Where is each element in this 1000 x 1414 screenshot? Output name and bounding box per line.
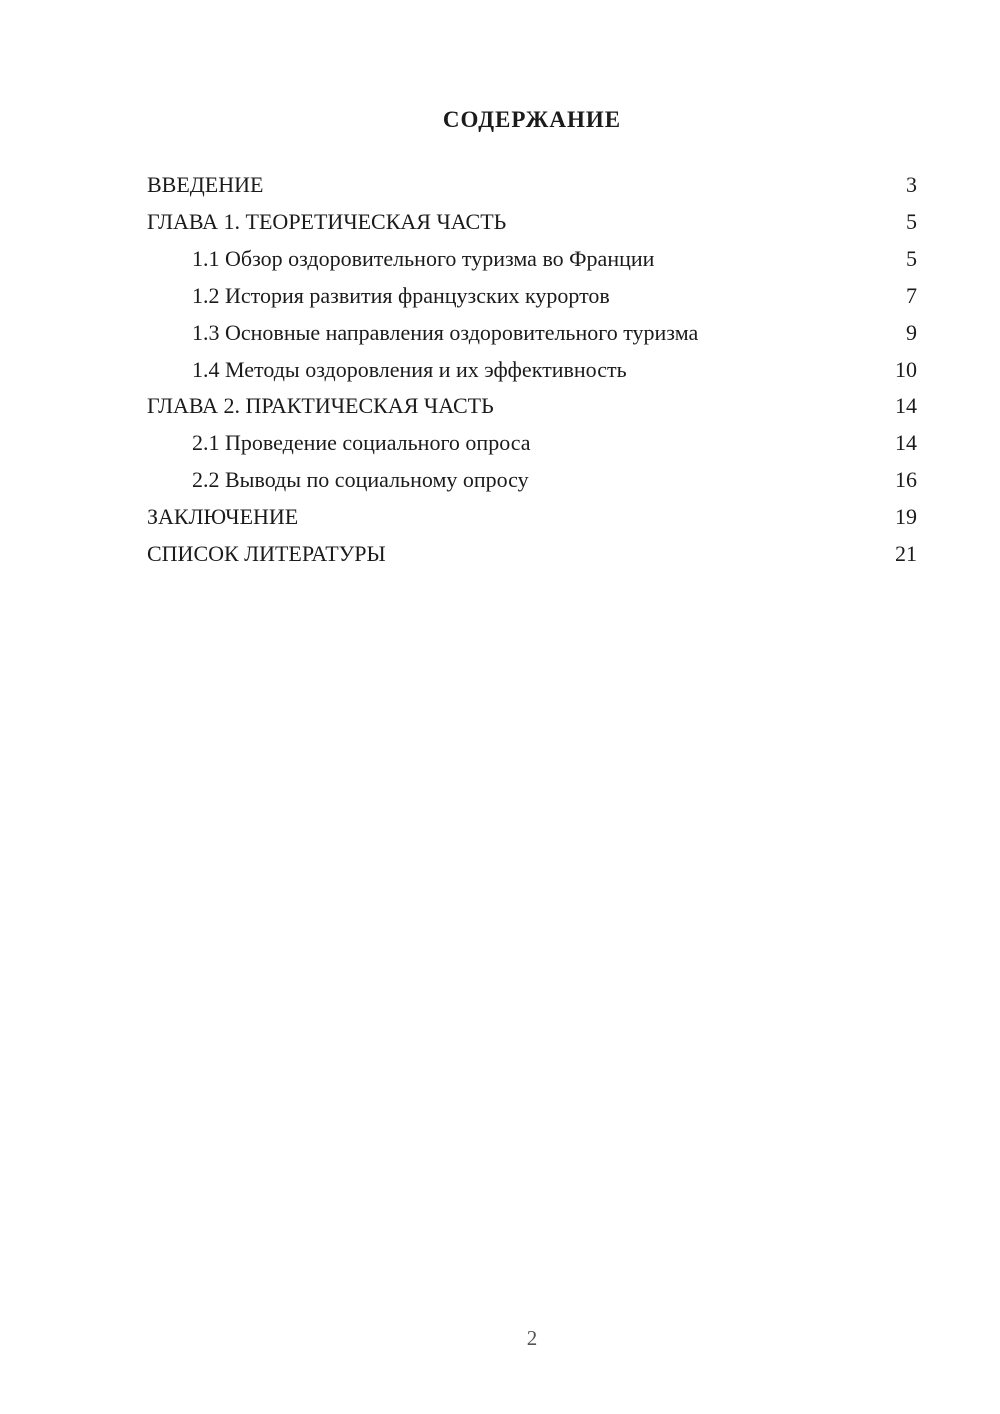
- toc-entry-label: ГЛАВА 2. ПРАКТИЧЕСКАЯ ЧАСТЬ: [147, 393, 494, 419]
- toc-entry-page-number: 21: [895, 541, 917, 567]
- toc-entry-page-number: 5: [906, 245, 917, 271]
- toc-entry-page-number: 16: [895, 467, 917, 493]
- footer-page-number: 2: [526, 1326, 538, 1350]
- toc-entry: [147, 462, 917, 499]
- toc-entry: [147, 241, 917, 278]
- toc-entry-page-number: 14: [895, 393, 917, 419]
- toc-entry-label: ГЛАВА 1. ТЕОРЕТИЧЕСКАЯ ЧАСТЬ: [147, 208, 507, 234]
- toc-entry-label: 1.2 История развития французских курортов: [192, 282, 610, 308]
- toc-entry: [147, 388, 917, 425]
- toc-entry-label: 2.1 Проведение социального опроса: [192, 430, 531, 456]
- toc-entry: [147, 499, 917, 536]
- toc-entry-label: СПИСОК ЛИТЕРАТУРЫ: [147, 541, 386, 567]
- page-title: СОДЕРЖАНИЕ: [442, 107, 622, 133]
- toc-entry-page-number: 10: [895, 356, 917, 382]
- toc-entry: [147, 536, 917, 573]
- toc-entry: [147, 204, 917, 241]
- toc-entry-page-number: 3: [906, 172, 917, 197]
- toc-entry-page-number: 14: [895, 430, 917, 456]
- toc-entry-label: 1.3 Основные направления оздоровительного туризма: [192, 319, 699, 345]
- toc-entry-label: ВВЕДЕНИЕ: [147, 172, 264, 197]
- toc-entry-label: 1.1 Обзор оздоровительного туризма во Франции: [192, 245, 655, 271]
- toc-entry: [147, 167, 917, 204]
- toc-entry-label: 1.4 Методы оздоровления и их эффективность: [192, 356, 627, 382]
- toc-entry-page-number: 5: [906, 208, 917, 234]
- toc-entry: [147, 352, 917, 389]
- toc-entry: [147, 315, 917, 352]
- toc-entry: [147, 425, 917, 462]
- toc-entry-label: ЗАКЛЮЧЕНИЕ: [147, 504, 299, 530]
- table-of-contents: [147, 167, 917, 573]
- toc-entry-page-number: 19: [895, 504, 917, 530]
- toc-entry-page-number: 9: [906, 319, 917, 345]
- toc-entry: [147, 278, 917, 315]
- toc-entry-label: 2.2 Выводы по социальному опросу: [192, 467, 529, 493]
- toc-entry-page-number: 7: [906, 282, 917, 308]
